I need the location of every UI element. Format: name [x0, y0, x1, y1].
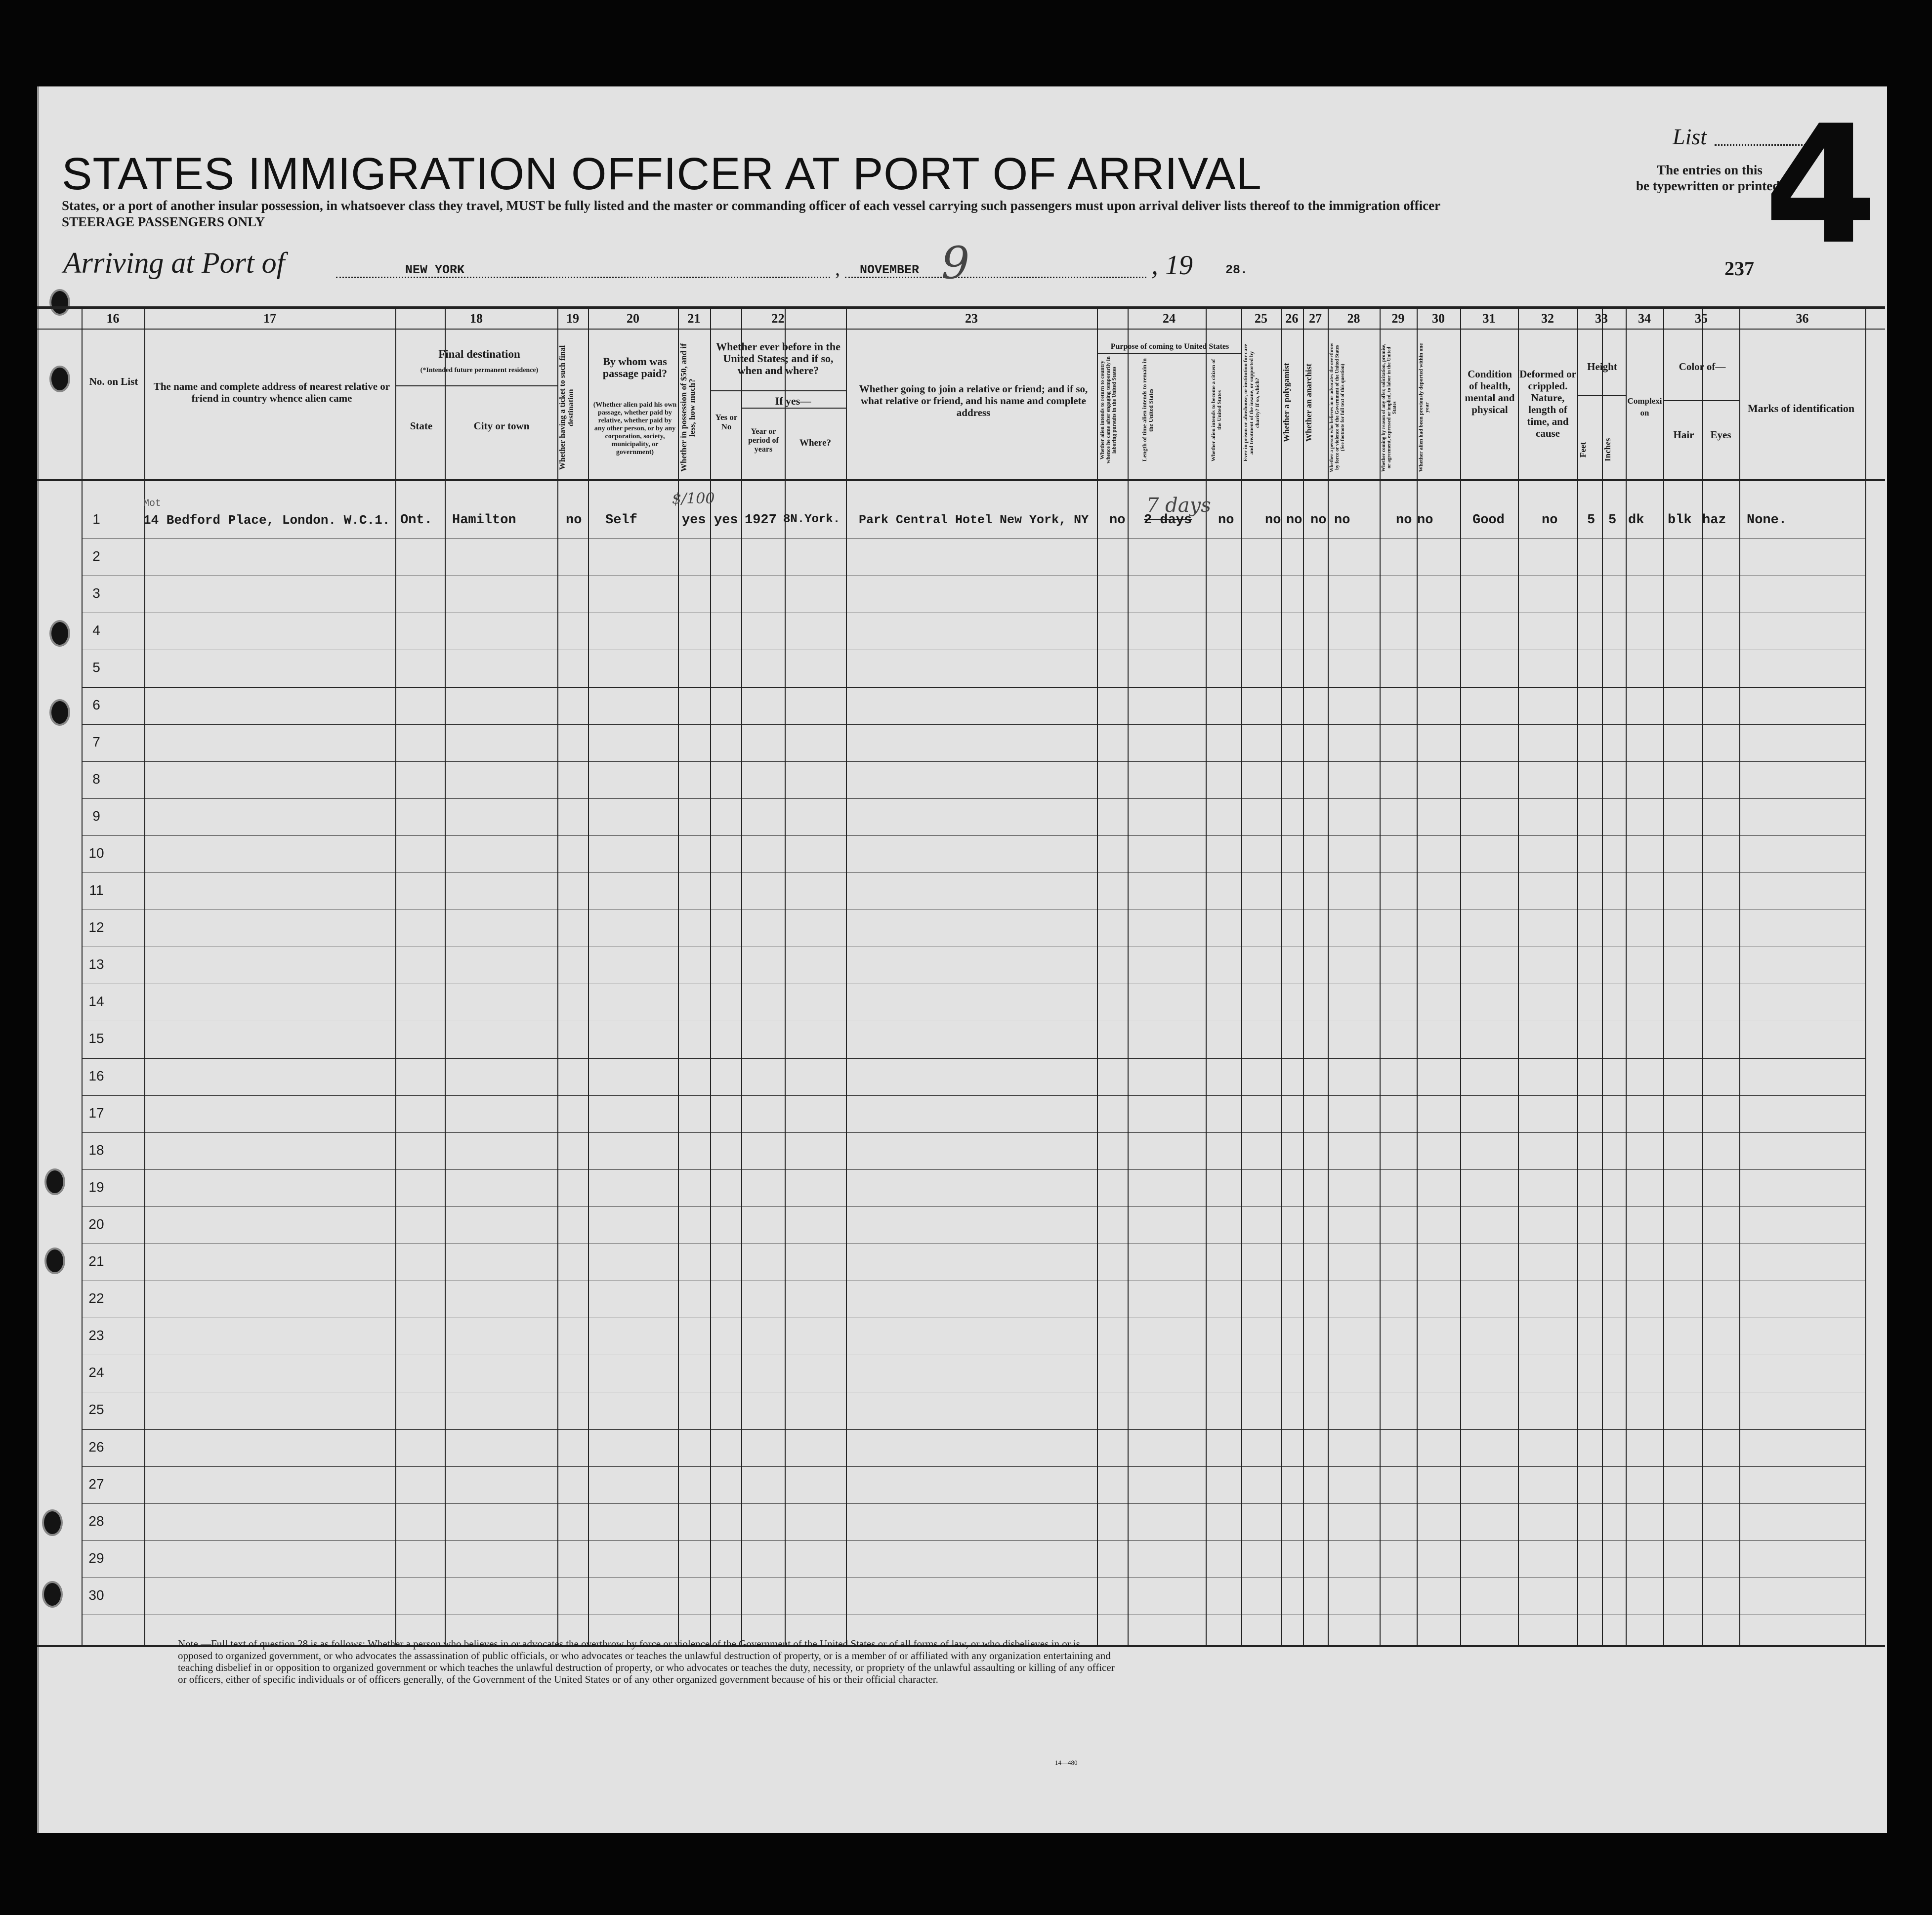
- labor-offer-cell: no: [1396, 513, 1412, 528]
- column-rule: [1577, 306, 1578, 1645]
- header-feet: Feet: [1578, 442, 1588, 458]
- year-cell: 1927: [745, 513, 777, 528]
- month-value: NOVEMBER: [860, 263, 920, 277]
- column-rule: [1380, 306, 1381, 1645]
- subheader-rule: [1097, 353, 1241, 354]
- column-number: 34: [1638, 311, 1651, 326]
- header-relative-address: The name and complete address of nearest relative or friend in country whence alien came: [153, 380, 390, 404]
- anarchist-cell: no: [1310, 513, 1327, 528]
- column-number: 31: [1482, 311, 1496, 326]
- year-prefix-text: 19: [1165, 250, 1193, 281]
- row-rule: [82, 1466, 1865, 1467]
- marks-cell: None.: [1747, 513, 1787, 528]
- subheader-rule: [395, 385, 557, 386]
- deported-cell: no: [1417, 513, 1433, 528]
- column-number: 29: [1391, 311, 1405, 326]
- column-rule: [1328, 306, 1329, 1645]
- column-number: 30: [1432, 311, 1445, 326]
- subheader-rule: [1577, 395, 1626, 396]
- column-number: 36: [1796, 311, 1809, 326]
- row-number: 18: [88, 1142, 104, 1158]
- punch-hole: [44, 1168, 65, 1195]
- column-rule: [1460, 306, 1461, 1645]
- header-final-destination-note: (*Intended future permanent residence): [420, 367, 539, 374]
- row-number: 16: [88, 1068, 104, 1083]
- header-state: State: [410, 420, 433, 432]
- row-number: 25: [88, 1402, 104, 1417]
- column-number: 25: [1255, 311, 1267, 326]
- row-number: 21: [88, 1253, 104, 1269]
- column-rule: [1865, 306, 1866, 1645]
- column-rule: [1241, 306, 1242, 1645]
- punch-hole: [49, 366, 70, 392]
- row-number: 7: [92, 734, 100, 749]
- column-number: 20: [627, 311, 639, 326]
- header-prison: Ever in prison or almshouse, or institution for care and treatment of the insane, or supported by charity? If so, which?: [1243, 344, 1260, 461]
- row-rule: [82, 1095, 1865, 1096]
- column-number: 18: [470, 311, 483, 326]
- header-length-stay: Length of time alien intends to remain in the United States: [1141, 358, 1154, 462]
- inches-cell: 5: [1608, 513, 1617, 528]
- city-cell: Hamilton: [452, 513, 516, 528]
- column-rule: [588, 306, 589, 1645]
- header-before-in-us: Whether ever before in the United States; and if so, when and where?: [716, 340, 840, 376]
- column-number: 16: [106, 311, 120, 326]
- money-cell: yes: [682, 513, 706, 528]
- day-value: 9: [941, 237, 970, 289]
- row-rule: [82, 687, 1865, 688]
- colnum-rule: [37, 329, 1885, 330]
- header-height: Height: [1587, 361, 1617, 373]
- row-rule: [82, 1503, 1865, 1504]
- list-number: 4: [1764, 90, 1878, 280]
- column-rule: [1097, 306, 1098, 1645]
- column-rule: [1128, 306, 1129, 1645]
- column-rule: [557, 306, 558, 1645]
- row-number: 2: [92, 548, 100, 564]
- passage-paid-cell: Self: [605, 513, 637, 528]
- header-health: Condition of health, mental and physical: [1465, 368, 1515, 416]
- row-number: 28: [88, 1513, 104, 1529]
- column-rule: [1663, 306, 1664, 1645]
- list-label: List: [1673, 124, 1707, 149]
- header-city: City or town: [473, 420, 530, 432]
- deformed-cell: no: [1542, 513, 1558, 528]
- row-rule: [82, 1429, 1865, 1430]
- header-complexion: Complexion: [1627, 396, 1662, 417]
- length-stay-handwritten: 7 days: [1146, 494, 1211, 517]
- comma: ,: [835, 257, 840, 280]
- column-number: 17: [263, 311, 276, 326]
- feet-cell: 5: [1587, 513, 1596, 528]
- column-number: 32: [1541, 311, 1554, 326]
- form-instructions: [62, 198, 1569, 230]
- polygamist-cell: no: [1286, 513, 1302, 528]
- header-ticket: Whether having a ticket to such final destination: [558, 345, 575, 470]
- punch-hole: [49, 620, 70, 647]
- column-rule: [785, 306, 786, 1645]
- page-number: 237: [1724, 257, 1754, 280]
- header-if-yes: If yes—: [775, 395, 811, 407]
- header-deformed: Deformed or crippled. Nature, length of time, and cause: [1519, 368, 1576, 439]
- column-number: 24: [1163, 311, 1176, 326]
- row-number: 15: [88, 1031, 104, 1046]
- header-purpose: Purpose of coming to United States: [1110, 342, 1229, 351]
- header-hair: Hair: [1673, 429, 1694, 441]
- ticket-cell: no: [566, 513, 582, 528]
- punch-hole: [42, 1581, 63, 1608]
- column-rule: [1602, 306, 1603, 1645]
- instructions-line: States, or a port of another insular possession, in whatsoever class they travel, MUST be fully listed and the master or commanding officer of each vessel carrying such passengers must upon arrival deliver lists thereof to the immigration officer: [62, 198, 1441, 213]
- row-number: 24: [88, 1365, 104, 1380]
- row-rule: [82, 798, 1865, 799]
- hair-cell: blk: [1668, 513, 1692, 528]
- row-number: 12: [88, 919, 104, 935]
- header-bottom-rule: [37, 479, 1885, 481]
- row-number: 22: [88, 1291, 104, 1306]
- column-rule: [846, 306, 847, 1645]
- header-joining: Whether going to join a relative or friend; and if so, what relative or friend, and his name and complete address: [859, 383, 1088, 418]
- manifest-sheet: [37, 86, 1887, 1833]
- before-in-us-cell: yes: [714, 513, 738, 528]
- header-intends-return: Whether alien intends to return to country whence he came after engaging temporarily in laboring pursuits in the United States: [1099, 356, 1117, 464]
- column-rule: [395, 306, 396, 1645]
- punch-hole: [42, 1509, 63, 1536]
- column-number: 28: [1347, 311, 1360, 326]
- row-number: 30: [88, 1587, 104, 1603]
- header-no-on-list: No. on List: [89, 375, 138, 387]
- header-citizen: Whether alien intends to become a citizen of the United States: [1211, 359, 1222, 461]
- row-number: 20: [88, 1216, 104, 1232]
- subheader-rule: [1663, 400, 1739, 401]
- header-passage-paid: By whom was passage paid?: [602, 355, 668, 379]
- relative-address-cell: 14 Bedford Place, London. W.C.1.: [143, 513, 390, 528]
- state-cell: Ont.: [400, 513, 432, 528]
- year-prefix: , 19: [1151, 250, 1193, 281]
- column-number: 35: [1695, 311, 1708, 326]
- footnote-q28: Note.—Full text of question 28 is as follows: Whether a person who believes in or advocates the overthrow by force or violence of the Government of the United States or of all forms of law, or who disbelieves in or is opposed to organized government, or who advocates the assassination of public officials, or who advocates or teaches the unlawful destruction of property, or is a member of or affiliated with any organization entertaining and teaching disbelief in or opposition to organized government or which teaches the unlawful destruction of property, or who advocates or teaches the duty, necessity, or propriety of the unlawful assaulting or killing of any officer or officers, either of specific individuals or of officers generally, of the Government of the United States or of any other organized government because of his or their official character.: [178, 1638, 1115, 1685]
- row-number: 3: [92, 585, 100, 601]
- header-labor-offer: Whether coming by reason of any offer, solicitation, promise, or agreement, expressed or implied, to labor in the United States: [1381, 343, 1397, 472]
- money-annotation: $/100: [672, 490, 715, 507]
- arriving-label: Arriving at Port of: [63, 247, 285, 279]
- table-top-rule: [37, 306, 1885, 309]
- subheader-rule: [741, 408, 846, 409]
- column-rule: [1303, 306, 1304, 1645]
- year-value: 28.: [1225, 263, 1248, 277]
- row-number: 27: [88, 1476, 104, 1492]
- row-number: 13: [88, 957, 104, 972]
- column-rule: [1626, 306, 1627, 1645]
- complexion-cell: dk: [1628, 513, 1644, 528]
- column-number: 26: [1285, 311, 1299, 326]
- subheader-rule: [710, 390, 846, 391]
- header-anarchist: Whether an anarchist: [1304, 363, 1313, 442]
- row-number: 6: [92, 697, 100, 712]
- eyes-cell: haz: [1702, 513, 1726, 528]
- punch-hole: [44, 1248, 65, 1274]
- header-final-destination: Final destination: [438, 348, 520, 360]
- row-rule: [82, 1169, 1865, 1170]
- length-stay-cell: 2 days: [1144, 513, 1192, 528]
- column-number: 19: [566, 311, 579, 326]
- row-number: 19: [88, 1179, 104, 1195]
- row-number: 26: [88, 1439, 104, 1455]
- health-cell: Good: [1472, 513, 1505, 528]
- row-rule: [82, 835, 1865, 836]
- steerage-label: STEERAGE PASSENGERS ONLY: [62, 214, 265, 229]
- header-yes-or-no: Yes or No: [715, 413, 738, 431]
- row-rule: [82, 1058, 1865, 1059]
- column-rule: [1281, 306, 1282, 1645]
- q28-cell: no: [1334, 513, 1350, 528]
- form-title: STATES IMMIGRATION OFFICER AT PORT OF ARRIVAL: [62, 149, 1262, 199]
- column-number: 23: [965, 311, 978, 326]
- header-where: Where?: [799, 438, 832, 448]
- row-number: 8: [92, 771, 100, 787]
- row-number: 29: [88, 1550, 104, 1566]
- row-rule: [82, 1132, 1865, 1133]
- header-polygamist: Whether a polygamist: [1282, 363, 1291, 443]
- row-rule: [82, 761, 1865, 762]
- column-number: 27: [1309, 311, 1322, 326]
- punch-hole: [49, 699, 70, 726]
- intends-return-cell: no: [1109, 513, 1126, 528]
- where-cell: 8N.York.: [783, 513, 840, 526]
- header-passage-paid-note: (Whether alien paid his own passage, whether paid by relative, whether paid by any other person, or by any corporation, society, municipality, or government): [593, 401, 677, 456]
- prison-cell: no: [1265, 513, 1281, 528]
- column-rule: [1702, 306, 1703, 1645]
- header-q28: Whether a person who believes in or advocates the overthrow by force or violence of the Government of the United States (See footnote for full text of this question): [1329, 343, 1345, 472]
- column-rule: [1417, 306, 1418, 1645]
- header-marks: Marks of identification: [1747, 402, 1855, 415]
- joining-cell: Park Central Hotel New York, NY: [859, 513, 1089, 527]
- row-number: 5: [92, 660, 100, 675]
- header-money: Whether in possession of $50, and if less, how much?: [679, 343, 697, 472]
- row-number: 17: [88, 1105, 104, 1121]
- column-rule: [445, 306, 446, 1645]
- entries-note-1: The entries on this: [1657, 163, 1763, 177]
- header-color: Color of—: [1679, 361, 1726, 373]
- port-value: NEW YORK: [405, 263, 465, 277]
- row-number: 4: [92, 623, 100, 638]
- row-number: 1: [92, 511, 100, 527]
- row-number: 10: [88, 845, 104, 861]
- entries-note-2: be typewritten or printed.: [1636, 178, 1783, 193]
- form-number: 14—480: [1055, 1759, 1078, 1766]
- header-deported: Whether alien had been previously deported within one year: [1418, 343, 1430, 472]
- row-number: 11: [89, 882, 104, 898]
- relative-annotation: Mot: [143, 498, 162, 509]
- column-rule: [1518, 306, 1519, 1645]
- row-rule: [82, 724, 1865, 725]
- header-year: Year or period of years: [748, 427, 779, 454]
- punch-hole: [49, 289, 70, 316]
- row-rule: [82, 1540, 1865, 1541]
- header-eyes: Eyes: [1710, 429, 1731, 441]
- column-number: 22: [771, 311, 785, 326]
- row-number: 14: [88, 994, 104, 1009]
- column-rule: [741, 306, 742, 1645]
- column-number: 33: [1595, 311, 1608, 326]
- citizen-cell: no: [1218, 513, 1234, 528]
- column-rule: [1739, 306, 1740, 1645]
- row-number: 23: [88, 1328, 104, 1343]
- header-inches: Inches: [1603, 438, 1612, 461]
- column-number: 21: [687, 311, 701, 326]
- row-number: 9: [92, 808, 100, 824]
